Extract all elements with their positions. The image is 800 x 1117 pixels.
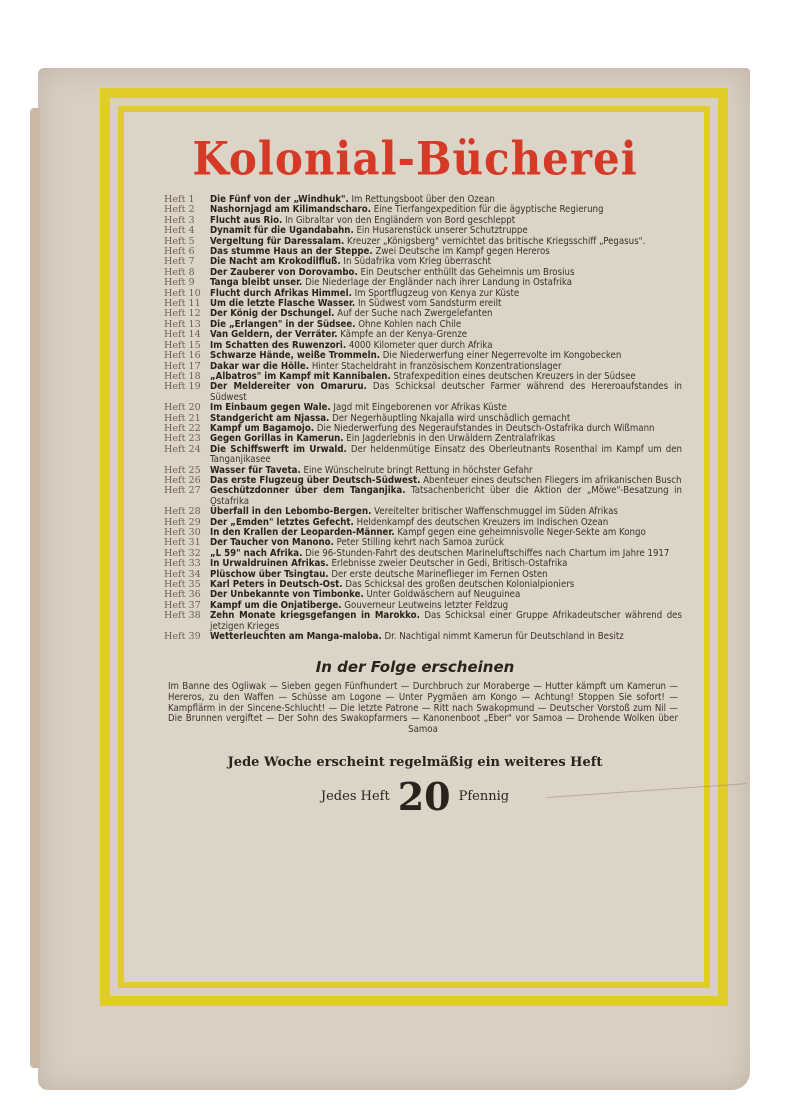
issue-title: Schwarze Hände, weiße Trommeln. [210,350,381,362]
issue-title: Wasser für Taveta. [210,464,301,476]
issue-entry [164,382,700,403]
issue-title: „Albatros" im Kampf mit Kannibalen. [210,370,391,382]
issue-number: Heft 7 [164,256,195,268]
issue-number: Heft 29 [164,516,201,528]
issue-title: Tanga bleibt unser. [210,277,303,289]
issue-number: Heft 22 [164,422,201,434]
issue-title: Vergeltung für Daressalam. [210,235,345,247]
issue-number: Heft 13 [164,318,201,330]
issue-title: Dynamit für die Ugandabahn. [210,225,354,237]
issue-number: Heft 35 [164,579,201,591]
issue-title: Überfall in den Lebombo-Bergen. [210,506,372,518]
issue-title: Karl Peters in Deutsch-Ost. [210,579,343,591]
issue-description: Heldenkampf des deutschen Kreuzers im Indischen Ozean [356,516,609,528]
issue-number: Heft 1 [164,194,195,205]
issue-number: Heft 5 [164,235,195,247]
price-amount: 20 [397,774,451,820]
issue-number: Heft 14 [164,329,201,341]
issue-title: Gegen Gorillas in Kamerun. [210,433,344,445]
issue-text [210,632,700,642]
issue-number: Heft 25 [164,464,201,476]
issue-number: Heft 37 [164,599,201,611]
issue-number: Heft 18 [164,370,201,382]
issue-description: Kampf gegen eine geheimnisvolle Neger-Sekte am Kongo [397,527,646,538]
issue-title: Standgericht am Njassa. [210,412,330,424]
issue-description: In Südwest vom Sandsturm ereilt [357,298,502,310]
issue-description: Das Schicksal des großen deutschen Kolonialpioniers [345,579,575,591]
issue-title: Flucht durch Afrikas Himmel. [210,287,352,299]
issue-title: Die Fünf von der „Windhuk". [210,194,349,205]
issue-entry [164,632,700,642]
issue-description: Eine Tierfangexpedition für die ägyptische Regierung [373,204,604,216]
issue-number: Heft 34 [164,568,201,580]
issue-title: In Urwaldruinen Afrikas. [210,558,329,570]
issue-description: Auf der Suche nach Zwergelefanten [337,308,493,320]
issue-description: Ein Jagderlebnis in den Urwäldern Zentralafrikas [346,433,556,445]
issue-title: Die „Erlangen" in der Südsee. [210,318,356,330]
issue-number: Heft 23 [164,433,201,445]
issue-description: Die Niederwerfung des Negeraufstandes in Deutsch-Ostafrika durch Wißmann [316,422,655,434]
issue-title: Nashornjagd am Kilimandscharo. [210,204,372,216]
issue-title: Flucht aus Rio. [210,214,283,226]
issue-description: Die 96-Stunden-Fahrt des deutschen Marineluftschiffes nach Chartum im Jahre 1917 [305,547,670,559]
issue-description: Der erste deutsche Marineflieger im Fernen Osten [331,568,548,580]
issue-number: Heft 9 [164,277,195,289]
issue-number: Heft 39 [164,631,201,643]
issue-description: In Gibraltar von den Engländern von Bord geschleppt [285,214,516,226]
issue-number: Heft 31 [164,537,201,549]
issue-number: Heft 4 [164,225,195,237]
issue-number: Heft 16 [164,350,201,362]
issue-title: Der Meldereiter von Omaruru. [210,381,367,393]
issue-title: Der König der Dschungel. [210,308,335,320]
issue-description: Erlebnisse zweier Deutscher in Gedi, Britisch-Ostafrika [331,558,568,570]
issue-description: Die Niederlage der Engländer nach ihrer Landung in Ostafrika [305,277,573,289]
issue-number: Heft 33 [164,558,201,570]
issue-title: Kampf um die Onjatiberge. [210,599,342,611]
issue-description: Eine Wünschelrute bringt Rettung in höchster Gefahr [303,464,533,476]
series-title: Kolonial-Bücherei [192,131,638,186]
issue-title: Das erste Flugzeug über Deutsch-Südwest. [210,474,421,486]
issue-description: Ein Deutscher enthüllt das Geheimnis um Brosius [360,266,575,278]
price-line [130,774,700,819]
issue-number: Heft 8 [164,266,195,278]
issue-title: Kampf um Bagamojo. [210,422,315,434]
issue-number: Heft 30 [164,527,201,538]
issue-number: Heft 38 [164,610,201,622]
issue-text [210,382,700,403]
issue-title: „L 59" nach Afrika. [210,547,303,559]
issue-title: Der Zauberer von Dorovambo. [210,266,358,278]
issue-number: Heft 12 [164,308,201,320]
issue-description: Strafexpedition eines deutschen Kreuzers in der Südsee [393,370,636,382]
issue-title: Der Taucher von Manono. [210,537,334,549]
issue-title: Wetterleuchten am Manga-maloba. [210,631,382,643]
issue-description: Unter Goldwäschern auf Neuguinea [366,589,521,601]
issue-title: Um die letzte Flasche Wasser. [210,298,356,310]
issue-entry [164,445,700,466]
price-unit: Pfennig [458,789,510,805]
issue-title: Van Geldern, der Verräter. [210,329,338,341]
issue-entry [164,486,700,507]
issue-number: Heft 27 [164,485,201,497]
issue-number: Heft 10 [164,287,201,299]
issue-number: Heft 24 [164,443,201,455]
issue-number: Heft 20 [164,402,201,414]
issue-title: Die Schiffswerft im Urwald. [210,443,347,455]
issue-title: In den Krallen der Leoparden-Männer. [210,527,395,538]
issue-description: Das Schicksal einer Gruppe Afrikadeutscher während des jetzigen Krieges [210,610,682,632]
issue-title: Der „Emden" letztes Gefecht. [210,516,354,528]
issue-text [210,486,700,507]
issue-text [210,611,700,632]
issue-description: Tatsachenbericht über die Aktion der „Möwe"-Besatzung in Ostafrika [210,485,682,507]
price-prefix: Jedes Heft [320,789,390,805]
issue-description: Jagd mit Eingeborenen vor Afrikas Küste [333,402,507,414]
issue-entry [164,611,700,632]
issue-list [164,195,700,642]
issue-description: Im Sportflugzeug von Kenya zur Küste [354,287,520,299]
issue-title: Im Einbaum gegen Wale. [210,402,331,414]
issue-title: Dakar war die Hölle. [210,360,310,372]
issue-title: Zehn Monate kriegsgefangen in Marokko. [210,610,420,622]
upcoming-titles: Im Banne des Ogliwak — Sieben gegen Fünfhundert — Durchbruch zur Moraberge — Hutter kämpft um Kamerun — Hereros, zu den Waffen — Schüsse am Logone — Unter Pygmäen am Kongo — Achtung! Stoppen Sie sofort! — Kampflärm in der Sincene-Schlucht! — Die letzte Patrone — Ritt nach Swakopmund — Deutscher Vorstoß zum Nil — Die Brunnen vergiftet — Der Sohn des Swakopfarmers — Kanonenboot „Eber" vor Samoa — Drohende Wolken über Samoa [168,681,678,735]
issue-number: Heft 19 [164,381,201,393]
issue-description: Kämpfe an der Kenya-Grenze [340,329,468,341]
issue-description: Abenteuer eines deutschen Fliegers im afrikanischen Busch [423,474,682,486]
weekly-notice: Jede Woche erscheint regelmäßig ein weiteres Heft [227,755,603,771]
issue-number: Heft 17 [164,360,201,372]
issue-title: Im Schatten des Ruwenzori. [210,339,347,351]
issue-number: Heft 15 [164,339,201,351]
issue-description: In Südafrika vom Krieg überrascht [343,256,491,268]
issue-number: Heft 28 [164,506,201,518]
issue-description: Peter Stilling kehrt nach Samoa zurück [336,537,504,549]
issue-description: Hinter Stacheldraht in französischem Konzentrationslager [311,360,562,372]
issue-description: 4000 Kilometer quer durch Afrika [348,339,493,351]
issue-description: Ohne Kohlen nach Chile [358,318,462,330]
issue-description: Der heldenmütige Einsatz des Oberleutnants Rosenthal im Kampf um den Tanganjikasee [210,443,682,466]
issue-number: Heft 11 [164,298,201,310]
issue-title: Plüschow über Tsingtau. [210,568,329,580]
issue-description: Gouverneur Leutweins letzter Feldzug [344,599,509,611]
issue-title: Das stumme Haus an der Steppe. [210,246,373,258]
issue-title: Geschützdonner über dem Tanganjika. [210,485,406,497]
issue-description: Im Rettungsboot über den Ozean [351,194,495,205]
issue-description: Ein Husarenstück unserer Schutztruppe [356,225,528,237]
issue-number: Heft 21 [164,412,201,424]
issue-description: Der Negerhäuptling Nkajalla wird unschädlich gemacht [332,412,571,424]
issue-description: Kreuzer „Königsberg" vernichtet das britische Kriegsschiff „Pegasus". [347,235,646,247]
issue-number: Heft 6 [164,246,195,258]
issue-description: Die Niederwerfung einer Negerrevolte im Kongobecken [382,350,622,362]
issue-number: Heft 26 [164,474,201,486]
issue-number: Heft 32 [164,547,201,559]
issue-description: Zwei Deutsche im Kampf gegen Hereros [375,246,550,258]
issue-number: Heft 3 [164,214,195,226]
issue-description: Dr. Nachtigal nimmt Kamerun für Deutschland in Besitz [384,631,624,643]
issue-number: Heft 2 [164,204,195,216]
issue-text [210,445,700,466]
cover-content [130,118,700,819]
issue-title: Die Nacht am Krokodilfluß. [210,256,341,268]
issue-description: Vereitelter britischer Waffenschmuggel im Süden Afrikas [374,506,618,518]
issue-title: Der Unbekannte von Timbonke. [210,589,364,601]
issue-description: Das Schicksal deutscher Farmer während des Hereroaufstandes in Südwest [210,381,682,403]
upcoming-heading: In der Folge erscheinen [315,658,515,677]
issue-number: Heft 36 [164,589,201,601]
